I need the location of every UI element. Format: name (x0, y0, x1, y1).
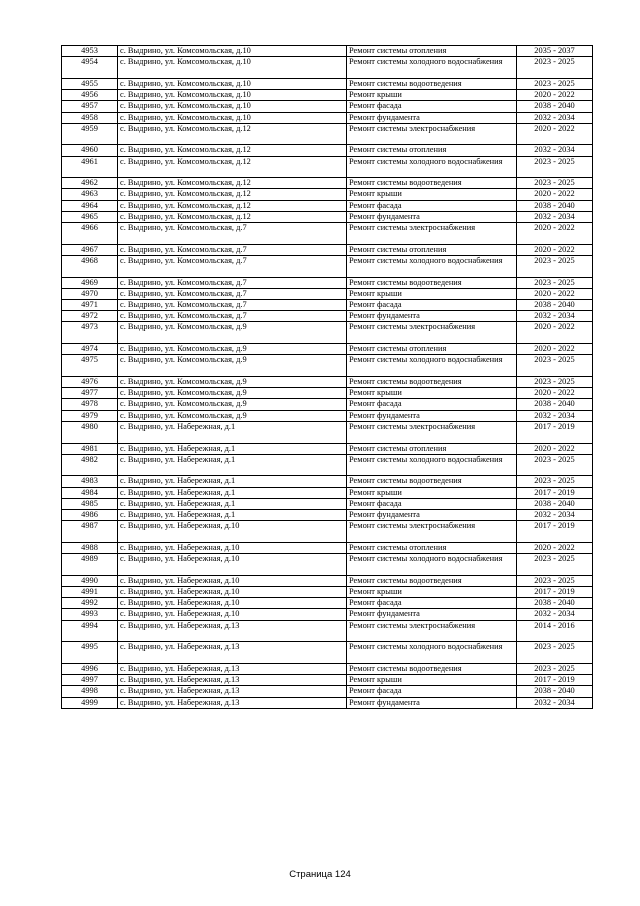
row-work-type: Ремонт системы отопления (347, 145, 517, 156)
row-work-type: Ремонт системы холодного водоснабжения (347, 454, 517, 476)
row-number: 4979 (62, 410, 118, 421)
table-row (62, 112, 593, 123)
row-number: 4978 (62, 399, 118, 410)
row-period: 2032 - 2034 (517, 311, 593, 322)
table-row (62, 244, 593, 255)
row-address: с. Выдрино, ул. Комсомольская, д.9 (118, 377, 347, 388)
row-work-type: Ремонт крыши (347, 90, 517, 101)
row-address: с. Выдрино, ул. Комсомольская, д.12 (118, 156, 347, 178)
row-work-type: Ремонт системы электроснабжения (347, 421, 517, 443)
table-row (62, 355, 593, 377)
row-number: 4966 (62, 223, 118, 245)
table-row (62, 476, 593, 487)
repair-schedule-table (61, 45, 593, 709)
row-work-type: Ремонт системы водоотведения (347, 476, 517, 487)
row-work-type: Ремонт фундамента (347, 510, 517, 521)
row-number: 4992 (62, 598, 118, 609)
row-work-type: Ремонт фасада (347, 686, 517, 697)
row-address: с. Выдрино, ул. Набережная, д.10 (118, 587, 347, 598)
row-number: 4982 (62, 454, 118, 476)
row-address: с. Выдрино, ул. Комсомольская, д.9 (118, 344, 347, 355)
row-number: 4967 (62, 244, 118, 255)
row-period: 2023 - 2025 (517, 255, 593, 277)
row-work-type: Ремонт системы электроснабжения (347, 521, 517, 543)
row-work-type: Ремонт системы отопления (347, 344, 517, 355)
row-work-type: Ремонт фундамента (347, 410, 517, 421)
table-row (62, 487, 593, 498)
row-address: с. Выдрино, ул. Набережная, д.13 (118, 664, 347, 675)
row-work-type: Ремонт системы водоотведения (347, 78, 517, 89)
row-address: с. Выдрино, ул. Комсомольская, д.10 (118, 90, 347, 101)
row-period: 2020 - 2022 (517, 542, 593, 553)
row-address: с. Выдрино, ул. Набережная, д.1 (118, 454, 347, 476)
row-work-type: Ремонт фундамента (347, 112, 517, 123)
row-address: с. Выдрино, ул. Набережная, д.1 (118, 510, 347, 521)
table-row (62, 311, 593, 322)
row-work-type: Ремонт фасада (347, 300, 517, 311)
row-address: с. Выдрино, ул. Набережная, д.10 (118, 521, 347, 543)
row-period: 2020 - 2022 (517, 244, 593, 255)
row-number: 4990 (62, 575, 118, 586)
page-number: Страница 124 (289, 869, 351, 880)
row-period: 2038 - 2040 (517, 399, 593, 410)
row-period: 2032 - 2034 (517, 410, 593, 421)
table-row (62, 675, 593, 686)
row-number: 4955 (62, 78, 118, 89)
row-number: 4993 (62, 609, 118, 620)
table-row (62, 322, 593, 344)
row-address: с. Выдрино, ул. Комсомольская, д.7 (118, 277, 347, 288)
table-row (62, 609, 593, 620)
row-work-type: Ремонт системы отопления (347, 542, 517, 553)
row-address: с. Выдрино, ул. Набережная, д.1 (118, 487, 347, 498)
table-row (62, 421, 593, 443)
row-number: 4970 (62, 288, 118, 299)
repair-schedule-body (62, 46, 593, 709)
row-number: 4997 (62, 675, 118, 686)
table-row (62, 620, 593, 642)
row-work-type: Ремонт системы водоотведения (347, 277, 517, 288)
row-work-type: Ремонт системы электроснабжения (347, 123, 517, 145)
row-period: 2023 - 2025 (517, 554, 593, 576)
row-address: с. Выдрино, ул. Комсомольская, д.9 (118, 388, 347, 399)
row-period: 2023 - 2025 (517, 642, 593, 664)
table-row (62, 598, 593, 609)
row-address: с. Выдрино, ул. Набережная, д.10 (118, 598, 347, 609)
row-address: с. Выдрино, ул. Комсомольская, д.9 (118, 322, 347, 344)
table-row (62, 686, 593, 697)
row-period: 2032 - 2034 (517, 697, 593, 708)
row-work-type: Ремонт системы отопления (347, 244, 517, 255)
row-number: 4961 (62, 156, 118, 178)
row-work-type: Ремонт системы холодного водоснабжения (347, 554, 517, 576)
row-work-type: Ремонт системы холодного водоснабжения (347, 156, 517, 178)
row-work-type: Ремонт системы холодного водоснабжения (347, 642, 517, 664)
table-row (62, 46, 593, 57)
row-period: 2023 - 2025 (517, 178, 593, 189)
row-work-type: Ремонт системы холодного водоснабжения (347, 57, 517, 79)
table-row (62, 521, 593, 543)
row-period: 2020 - 2022 (517, 223, 593, 245)
row-number: 4977 (62, 388, 118, 399)
row-address: с. Выдрино, ул. Комсомольская, д.12 (118, 189, 347, 200)
table-row (62, 377, 593, 388)
row-number: 4983 (62, 476, 118, 487)
row-period: 2035 - 2037 (517, 46, 593, 57)
row-number: 4995 (62, 642, 118, 664)
row-period: 2020 - 2022 (517, 90, 593, 101)
row-address: с. Выдрино, ул. Набережная, д.13 (118, 686, 347, 697)
row-period: 2023 - 2025 (517, 277, 593, 288)
row-number: 4972 (62, 311, 118, 322)
table-row (62, 642, 593, 664)
row-period: 2017 - 2019 (517, 521, 593, 543)
table-row (62, 300, 593, 311)
row-number: 4962 (62, 178, 118, 189)
row-address: с. Выдрино, ул. Набережная, д.1 (118, 421, 347, 443)
table-row (62, 388, 593, 399)
table-row (62, 200, 593, 211)
row-work-type: Ремонт крыши (347, 288, 517, 299)
row-period: 2032 - 2034 (517, 145, 593, 156)
row-number: 4988 (62, 542, 118, 553)
row-period: 2023 - 2025 (517, 454, 593, 476)
table-row (62, 189, 593, 200)
table-row (62, 78, 593, 89)
row-number: 4956 (62, 90, 118, 101)
row-work-type: Ремонт фасада (347, 399, 517, 410)
row-number: 4965 (62, 211, 118, 222)
row-period: 2023 - 2025 (517, 78, 593, 89)
row-number: 4986 (62, 510, 118, 521)
row-period: 2038 - 2040 (517, 686, 593, 697)
row-period: 2023 - 2025 (517, 476, 593, 487)
table-row (62, 587, 593, 598)
row-address: с. Выдрино, ул. Набережная, д.13 (118, 697, 347, 708)
row-work-type: Ремонт системы электроснабжения (347, 322, 517, 344)
row-period: 2017 - 2019 (517, 421, 593, 443)
table-row (62, 90, 593, 101)
row-period: 2017 - 2019 (517, 487, 593, 498)
row-address: с. Выдрино, ул. Набережная, д.10 (118, 554, 347, 576)
row-number: 4999 (62, 697, 118, 708)
row-number: 4974 (62, 344, 118, 355)
row-address: с. Выдрино, ул. Комсомольская, д.12 (118, 145, 347, 156)
table-row (62, 145, 593, 156)
row-address: с. Выдрино, ул. Набережная, д.13 (118, 642, 347, 664)
row-number: 4969 (62, 277, 118, 288)
row-number: 4996 (62, 664, 118, 675)
table-row (62, 454, 593, 476)
row-number: 4960 (62, 145, 118, 156)
row-address: с. Выдрино, ул. Набережная, д.10 (118, 542, 347, 553)
row-address: с. Выдрино, ул. Комсомольская, д.10 (118, 57, 347, 79)
row-period: 2023 - 2025 (517, 377, 593, 388)
table-row (62, 211, 593, 222)
row-address: с. Выдрино, ул. Комсомольская, д.7 (118, 300, 347, 311)
row-address: с. Выдрино, ул. Комсомольская, д.12 (118, 178, 347, 189)
row-work-type: Ремонт системы водоотведения (347, 664, 517, 675)
table-row (62, 510, 593, 521)
row-work-type: Ремонт фундамента (347, 697, 517, 708)
row-work-type: Ремонт системы электроснабжения (347, 223, 517, 245)
row-number: 4959 (62, 123, 118, 145)
row-period: 2023 - 2025 (517, 575, 593, 586)
row-period: 2023 - 2025 (517, 664, 593, 675)
row-work-type: Ремонт системы электроснабжения (347, 620, 517, 642)
row-address: с. Выдрино, ул. Набережная, д.10 (118, 609, 347, 620)
table-row (62, 255, 593, 277)
row-period: 2038 - 2040 (517, 598, 593, 609)
row-period: 2023 - 2025 (517, 355, 593, 377)
row-number: 4987 (62, 521, 118, 543)
table-row (62, 101, 593, 112)
table-row (62, 277, 593, 288)
row-address: с. Выдрино, ул. Комсомольская, д.9 (118, 410, 347, 421)
row-work-type: Ремонт крыши (347, 388, 517, 399)
row-number: 4985 (62, 498, 118, 509)
row-period: 2020 - 2022 (517, 344, 593, 355)
row-address: с. Выдрино, ул. Набережная, д.10 (118, 575, 347, 586)
row-address: с. Выдрино, ул. Набережная, д.1 (118, 498, 347, 509)
row-number: 4954 (62, 57, 118, 79)
row-period: 2023 - 2025 (517, 57, 593, 79)
row-period: 2017 - 2019 (517, 675, 593, 686)
row-period: 2023 - 2025 (517, 156, 593, 178)
row-number: 4953 (62, 46, 118, 57)
row-address: с. Выдрино, ул. Набережная, д.1 (118, 476, 347, 487)
row-work-type: Ремонт крыши (347, 487, 517, 498)
row-work-type: Ремонт фундамента (347, 609, 517, 620)
table-row (62, 443, 593, 454)
table-row (62, 399, 593, 410)
row-period: 2020 - 2022 (517, 189, 593, 200)
row-work-type: Ремонт системы водоотведения (347, 377, 517, 388)
row-address: с. Выдрино, ул. Набережная, д.13 (118, 675, 347, 686)
table-row (62, 123, 593, 145)
table-row (62, 288, 593, 299)
row-number: 4998 (62, 686, 118, 697)
row-work-type: Ремонт крыши (347, 675, 517, 686)
row-address: с. Выдрино, ул. Комсомольская, д.10 (118, 46, 347, 57)
row-address: с. Выдрино, ул. Комсомольская, д.7 (118, 255, 347, 277)
table-row (62, 498, 593, 509)
row-work-type: Ремонт крыши (347, 189, 517, 200)
table-row (62, 156, 593, 178)
table-row (62, 554, 593, 576)
row-period: 2020 - 2022 (517, 322, 593, 344)
row-work-type: Ремонт фасада (347, 101, 517, 112)
row-period: 2032 - 2034 (517, 112, 593, 123)
row-work-type: Ремонт системы холодного водоснабжения (347, 355, 517, 377)
row-address: с. Выдрино, ул. Комсомольская, д.7 (118, 244, 347, 255)
row-number: 4991 (62, 587, 118, 598)
row-period: 2020 - 2022 (517, 443, 593, 454)
row-number: 4963 (62, 189, 118, 200)
row-work-type: Ремонт крыши (347, 587, 517, 598)
row-work-type: Ремонт фасада (347, 598, 517, 609)
row-work-type: Ремонт системы отопления (347, 443, 517, 454)
row-number: 4976 (62, 377, 118, 388)
table-row (62, 223, 593, 245)
table-row (62, 697, 593, 708)
row-number: 4957 (62, 101, 118, 112)
table-row (62, 575, 593, 586)
row-number: 4981 (62, 443, 118, 454)
row-number: 4984 (62, 487, 118, 498)
row-work-type: Ремонт фундамента (347, 311, 517, 322)
row-address: с. Выдрино, ул. Комсомольская, д.9 (118, 355, 347, 377)
row-number: 4968 (62, 255, 118, 277)
row-period: 2032 - 2034 (517, 609, 593, 620)
row-period: 2038 - 2040 (517, 498, 593, 509)
table-row (62, 410, 593, 421)
row-address: с. Выдрино, ул. Комсомольская, д.12 (118, 200, 347, 211)
row-address: с. Выдрино, ул. Комсомольская, д.10 (118, 112, 347, 123)
row-number: 4989 (62, 554, 118, 576)
row-number: 4964 (62, 200, 118, 211)
row-work-type: Ремонт системы водоотведения (347, 178, 517, 189)
row-period: 2032 - 2034 (517, 510, 593, 521)
table-row (62, 664, 593, 675)
row-work-type: Ремонт системы холодного водоснабжения (347, 255, 517, 277)
row-address: с. Выдрино, ул. Набережная, д.1 (118, 443, 347, 454)
row-address: с. Выдрино, ул. Комсомольская, д.10 (118, 78, 347, 89)
row-address: с. Выдрино, ул. Комсомольская, д.10 (118, 101, 347, 112)
row-period: 2020 - 2022 (517, 288, 593, 299)
table-row (62, 57, 593, 79)
row-period: 2014 - 2016 (517, 620, 593, 642)
row-number: 4971 (62, 300, 118, 311)
row-address: с. Выдрино, ул. Комсомольская, д.7 (118, 311, 347, 322)
row-number: 4975 (62, 355, 118, 377)
row-number: 4994 (62, 620, 118, 642)
row-number: 4973 (62, 322, 118, 344)
row-number: 4980 (62, 421, 118, 443)
table-row (62, 178, 593, 189)
row-address: с. Выдрино, ул. Комсомольская, д.12 (118, 123, 347, 145)
row-number: 4958 (62, 112, 118, 123)
row-work-type: Ремонт фасада (347, 200, 517, 211)
row-address: с. Выдрино, ул. Комсомольская, д.12 (118, 211, 347, 222)
row-address: с. Выдрино, ул. Набережная, д.13 (118, 620, 347, 642)
row-address: с. Выдрино, ул. Комсомольская, д.9 (118, 399, 347, 410)
row-period: 2038 - 2040 (517, 300, 593, 311)
row-period: 2032 - 2034 (517, 211, 593, 222)
row-address: с. Выдрино, ул. Комсомольская, д.7 (118, 223, 347, 245)
row-work-type: Ремонт фасада (347, 498, 517, 509)
row-work-type: Ремонт фундамента (347, 211, 517, 222)
row-period: 2020 - 2022 (517, 388, 593, 399)
row-period: 2020 - 2022 (517, 123, 593, 145)
row-work-type: Ремонт системы отопления (347, 46, 517, 57)
row-work-type: Ремонт системы водоотведения (347, 575, 517, 586)
table-row (62, 344, 593, 355)
row-period: 2038 - 2040 (517, 101, 593, 112)
row-period: 2017 - 2019 (517, 587, 593, 598)
row-period: 2038 - 2040 (517, 200, 593, 211)
table-row (62, 542, 593, 553)
row-address: с. Выдрино, ул. Комсомольская, д.7 (118, 288, 347, 299)
